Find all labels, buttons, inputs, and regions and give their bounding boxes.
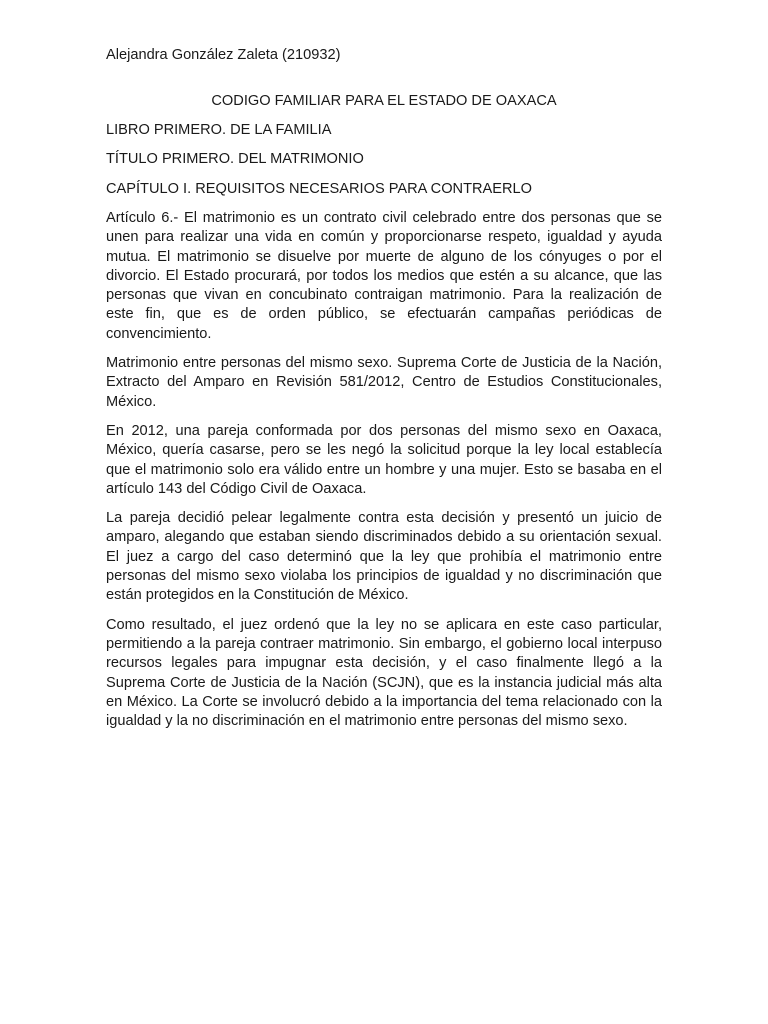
author-line: Alejandra González Zaleta (210932) [106, 47, 341, 63]
paragraph-article-6: Artículo 6.- El matrimonio es un contrato civil celebrado entre dos personas que se unen para realizar una vida en común y proporcionarse respeto, igualdad y ayuda mutua. El matrimonio se disuelve por muerte de alguno de los cónyuges o por el divorcio. El Estado procurará, por todos los medios que estén a su alcance, que las personas que vivan en concubinato contraigan matrimonio. Para la realización de este fin, que es de orden público, se efectuarán campañas periódicas de convencimiento. [106, 210, 662, 342]
title-heading: TÍTULO PRIMERO. DEL MATRIMONIO [106, 151, 364, 167]
book-heading: LIBRO PRIMERO. DE LA FAMILIA [106, 122, 332, 138]
paragraph-amparo: La pareja decidió pelear legalmente contra esta decisión y presentó un juicio de amparo, alegando que estaban siendo discriminados debido a su orientación sexual. El juez a cargo del caso determinó que la ley que prohibía el matrimonio entre personas del mismo sexo violaba los principios de igualdad y no discriminación que están protegidos en la Constitución de México. [106, 510, 662, 604]
paragraph-result: Como resultado, el juez ordenó que la ley no se aplicara en este caso particular, permitiendo a la pareja contraer matrimonio. Sin embargo, el gobierno local interpuso recursos legales para impugnar esta decisión, y el caso finalmente llegó a la Suprema Corte de Justicia de la Nación (SCJN), que es la instancia judicial más alta en México. La Corte se involucró debido a la importancia del tema relacionado con la igualdad y la no discriminación en el matrimonio entre personas del mismo sexo. [106, 616, 662, 730]
paragraph-case-reference: Matrimonio entre personas del mismo sexo. Suprema Corte de Justicia de la Nación, Extracto del Amparo en Revisión 581/2012, Centro de Estudios Constitucionales, México. [106, 355, 662, 410]
document-title: CODIGO FAMILIAR PARA EL ESTADO DE OAXACA [211, 93, 557, 109]
chapter-heading: CAPÍTULO I. REQUISITOS NECESARIOS PARA CONTRAERLO [106, 181, 533, 197]
paragraph-background: En 2012, una pareja conformada por dos personas del mismo sexo en Oaxaca, México, quería casarse, pero se les negó la solicitud porque la ley local establecía que el matrimonio solo era válido entre un hombre y una mujer. Esto se basaba en el artículo 143 del Código Civil de Oaxaca. [106, 422, 662, 497]
document-body [106, 209, 662, 741]
